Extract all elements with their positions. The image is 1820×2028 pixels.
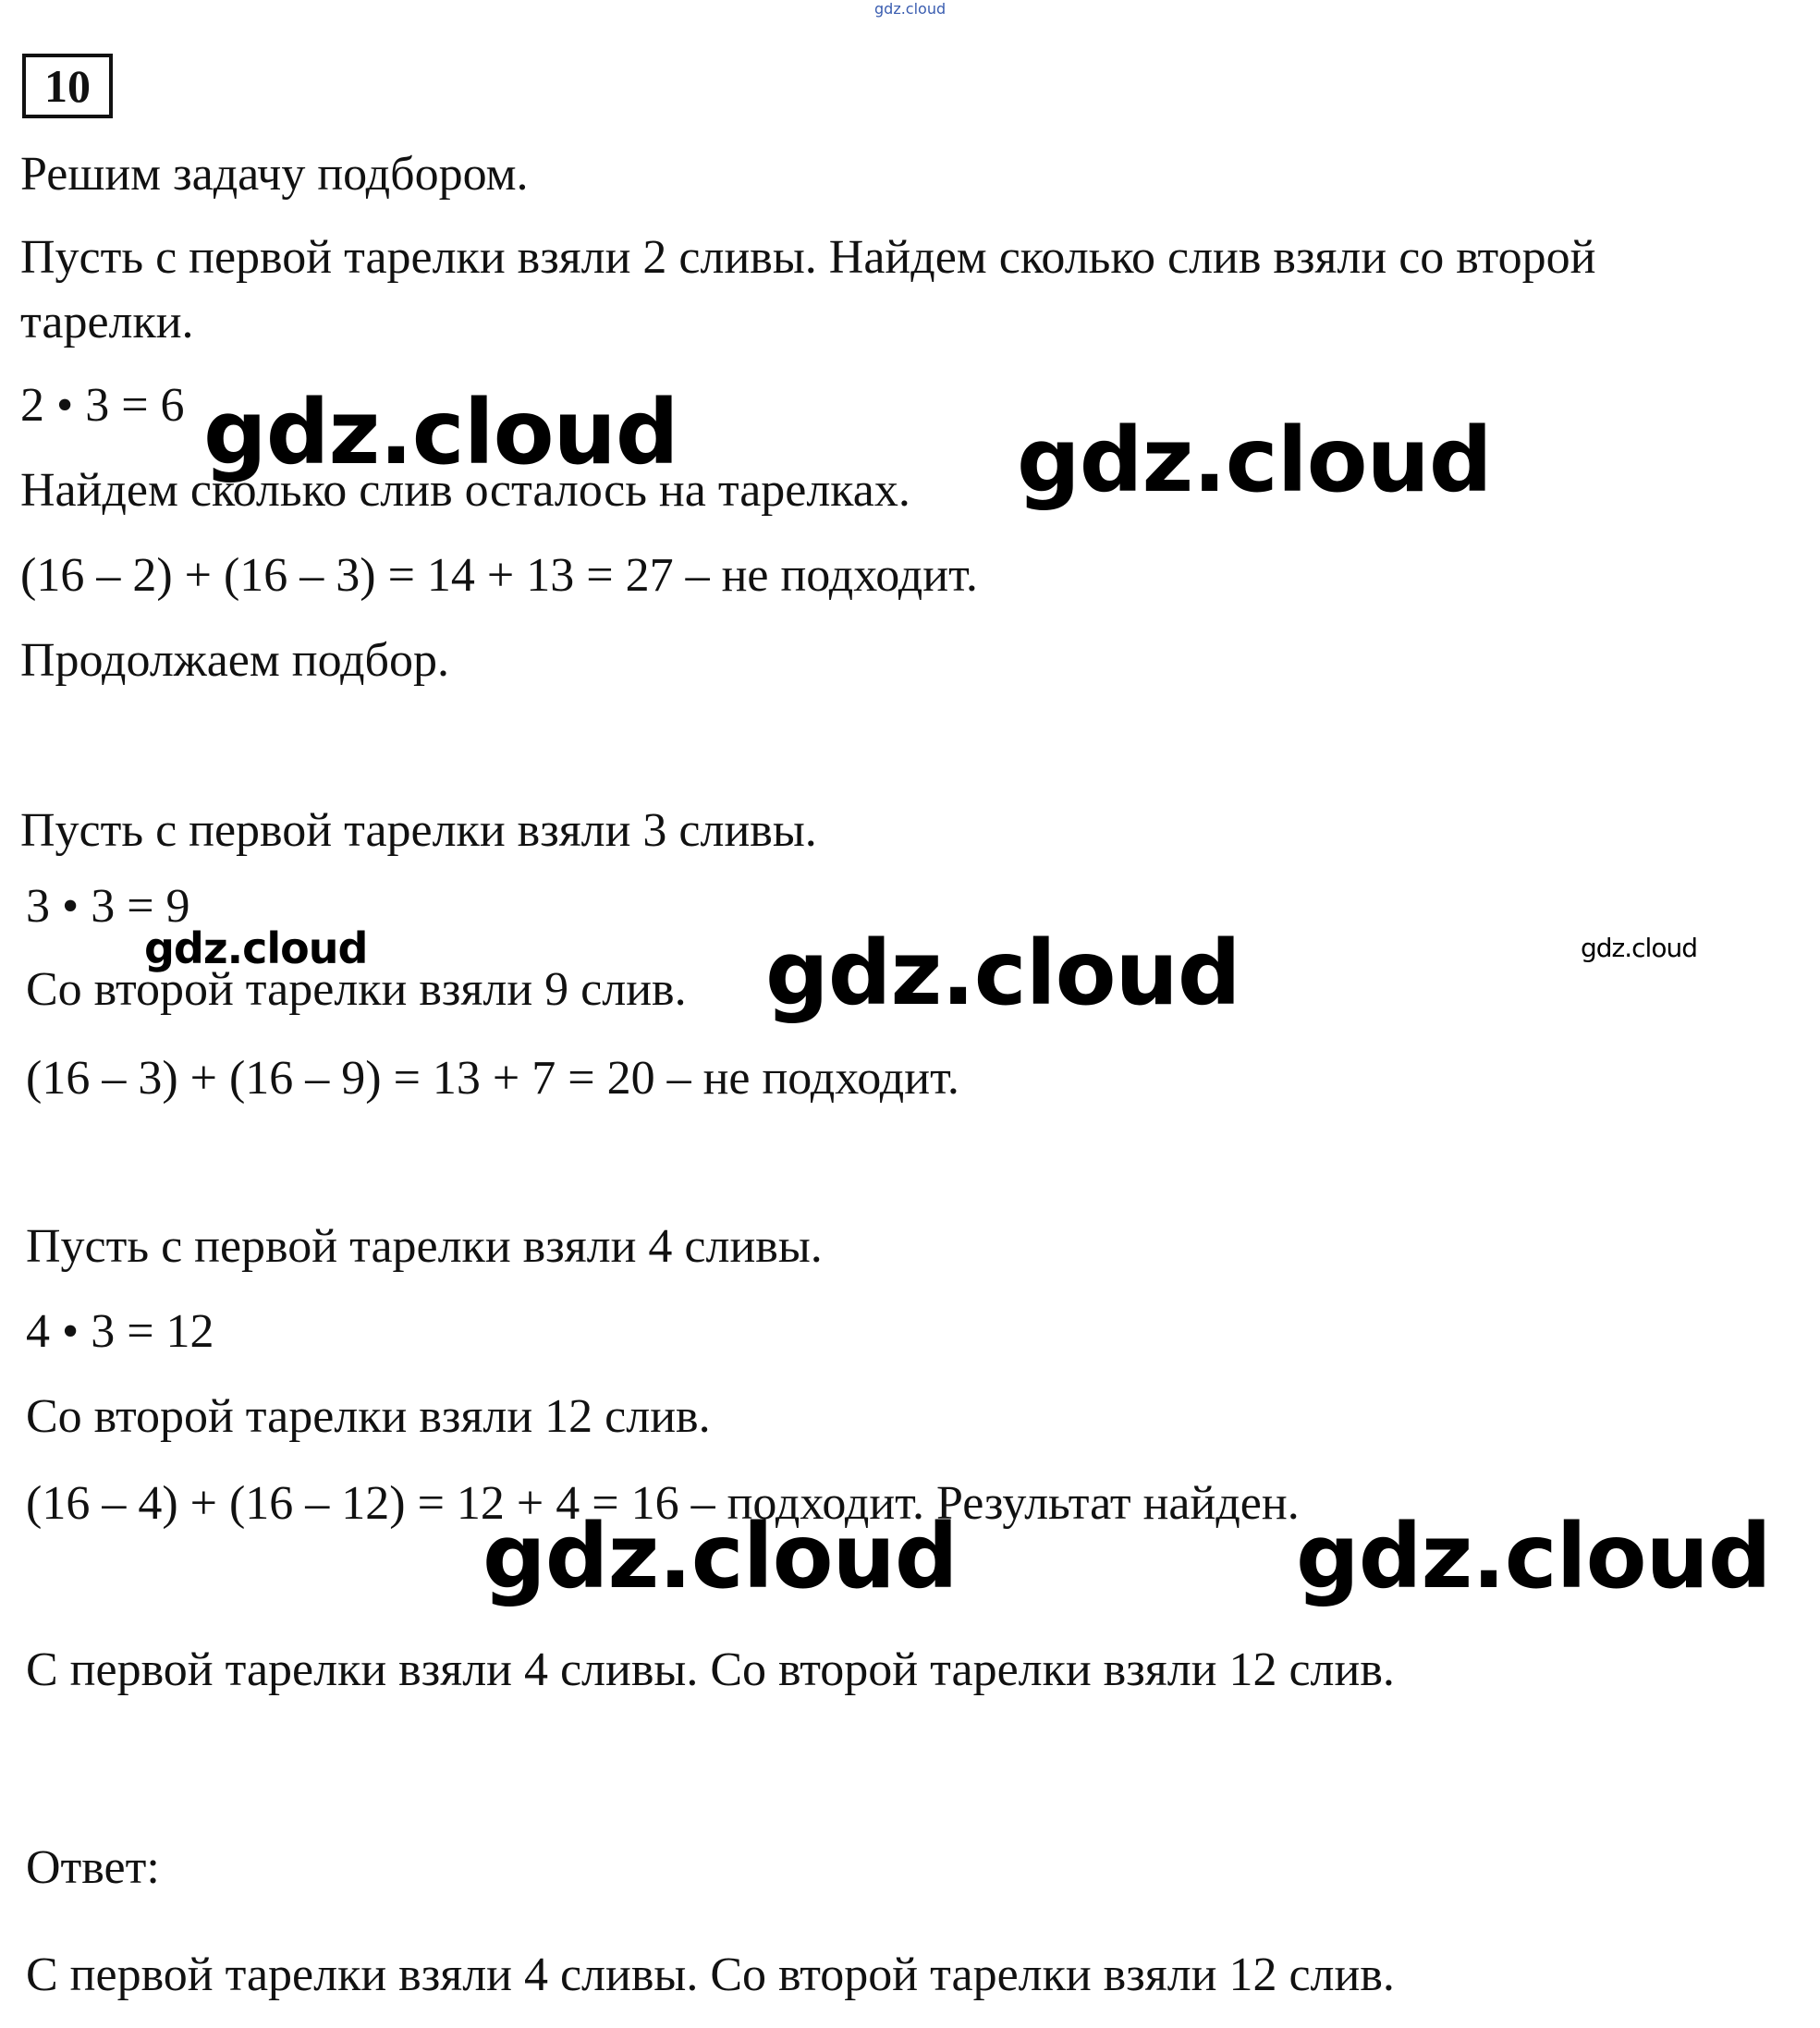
try1-statement-line2: тарелки. bbox=[20, 296, 194, 348]
watermark-3: gdz.cloud bbox=[144, 923, 368, 973]
try2-check: (16 – 3) + (16 – 9) = 13 + 7 = 20 – не подходит. bbox=[26, 1052, 959, 1105]
try2-statement: Пусть с первой тарелки взяли 3 сливы. bbox=[20, 804, 817, 857]
try3-calc: 4 • 3 = 12 bbox=[26, 1305, 214, 1358]
watermark-5: gdz.cloud bbox=[1581, 933, 1697, 963]
solution-intro: Решим задачу подбором. bbox=[20, 148, 529, 201]
answer-label: Ответ: bbox=[26, 1841, 160, 1894]
conclusion: С первой тарелки взяли 4 сливы. Со второй тарелки взяли 12 слив. bbox=[26, 1643, 1395, 1696]
try3-second-plate: Со второй тарелки взяли 12 слив. bbox=[26, 1390, 711, 1443]
answer-text: С первой тарелки взяли 4 сливы. Со второй тарелки взяли 12 слив. bbox=[26, 1949, 1395, 2001]
watermark-4: gdz.cloud bbox=[765, 922, 1240, 1025]
try1-remaining: Найдем сколько слив осталось на тарелках. bbox=[20, 464, 910, 517]
try1-statement-line1: Пусть с первой тарелки взяли 2 сливы. Найдем сколько слив взяли со второй bbox=[20, 231, 1596, 284]
watermark-1: gdz.cloud bbox=[203, 381, 678, 484]
try1-calc: 2 • 3 = 6 bbox=[20, 379, 185, 432]
try2-second-plate: Со второй тарелки взяли 9 слив. bbox=[26, 963, 687, 1016]
problem-number: 10 bbox=[22, 54, 113, 118]
try3-statement: Пусть с первой тарелки взяли 4 сливы. bbox=[26, 1220, 823, 1273]
try1-check: (16 – 2) + (16 – 3) = 14 + 13 = 27 – не подходит. bbox=[20, 549, 978, 602]
top-watermark: gdz.cloud bbox=[874, 0, 947, 18]
continue-text: Продолжаем подбор. bbox=[20, 634, 450, 687]
watermark-2: gdz.cloud bbox=[1017, 409, 1492, 512]
watermark-6: gdz.cloud bbox=[482, 1505, 958, 1608]
watermark-7: gdz.cloud bbox=[1296, 1505, 1771, 1608]
try3-check: (16 – 4) + (16 – 12) = 12 + 4 = 16 – подходит. Результат найден. bbox=[26, 1477, 1300, 1530]
try2-calc: 3 • 3 = 9 bbox=[26, 880, 190, 933]
